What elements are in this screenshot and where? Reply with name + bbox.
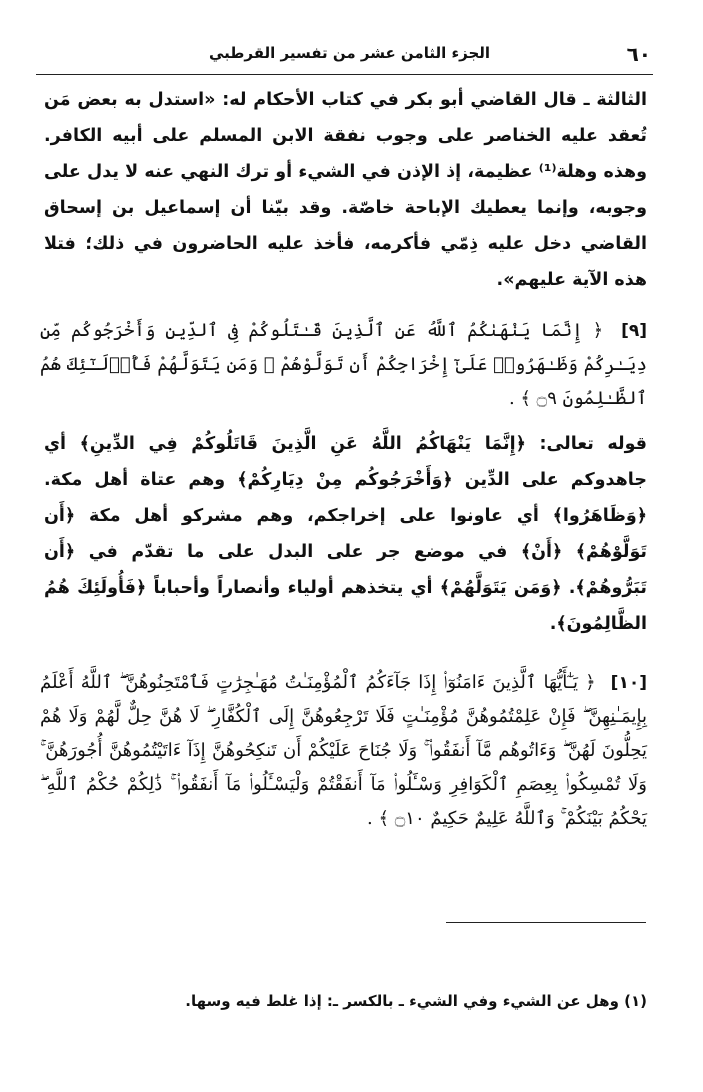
verse-number: [١٠] xyxy=(610,673,647,693)
page-number: ٦٠ xyxy=(626,42,651,66)
verse-10 xyxy=(40,666,647,829)
footnote-separator xyxy=(446,922,646,923)
verse-text: ﴿ إِنَّمَا يَنْهَىٰكُمُ ٱللَّهُ عَنِ ٱلَّذِينَ قَـٰتَلُوكُمْ فِى ٱلدِّينِ وَأَخْرَجُوكُم مِّن دِيَـٰرِكُمْ وَظَـٰهَرُوا۟ عَلَىٰٓ إِخْرَاجِكُمْ أَن تَوَلَّوْهُمْ ۚ وَمَن يَتَوَلَّهُمْ فَأُو۟لَـٰٓئِكَ هُمُ ٱلظَّـٰلِمُونَ ۝٩ ﴾ . xyxy=(40,320,647,409)
verse-number: [٩] xyxy=(621,321,648,341)
verse-9 xyxy=(40,314,648,409)
page-header xyxy=(38,40,661,70)
header-rule xyxy=(36,74,653,75)
commentary-paragraph-2: قوله تعالى: ﴿إِنَّمَا يَنْهَاكُمُ اللَّهُ عَنِ الَّذِينَ قَاتَلُوكُمْ فِي الدِّينِ﴾ أي جاهدوكم على الدِّين ﴿وَأَخْرَجُوكُم مِنْ دِيَارِكُمْ﴾ وهم عتاة أهل مكة. ﴿وَظَاهَرُوا﴾ أي عاونوا على إخراجكم، وهم مشركو أهل مكة ﴿أَن تَوَلَّوْهُمْ﴾ ﴿أَنْ﴾ في موضع جر على البدل على ما تقدّم في ﴿أَن تَبَرُّوهُمْ﴾. ﴿وَمَن يَتَوَلَّهُمْ﴾ أي يتخذهم أولياء وأنصاراً وأحباباً ﴿فَأُولَئِكَ هُمُ الظَّالِمُونَ﴾. xyxy=(44,434,647,634)
running-title: الجزء الثامن عشر من تفسير القرطبي xyxy=(208,44,491,62)
commentary-paragraph-1: الثالثة ـ قال القاضي أبو بكر في كتاب الأحكام له: «استدل به بعض مَن تُعقد عليه الخناصر على وجوب نفقة الابن المسلم على أبيه الكافر. وهذه وهلة⁽¹⁾ عظيمة، إذ الإذن في الشيء أو ترك النهي عنه لا يدل على وجوبه، وإنما يعطيك الإباحة خاصّة. وقد بيّنا أن إسماعيل بن إسحاق القاضي دخل عليه ذِمّي فأكرمه، فأخذ عليه الحاضرون في ذلك؛ فتلا هذه الآية عليهم». xyxy=(44,90,647,290)
verse-text: ﴿ يَـٰٓأَيُّهَا ٱلَّذِينَ ءَامَنُوٓا۟ إِذَا جَآءَكُمُ ٱلْمُؤْمِنَـٰتُ مُهَـٰجِرَٰتٍ فَٱمْتَحِنُوهُنَّ ۖ ٱللَّهُ أَعْلَمُ بِإِيمَـٰنِهِنَّ ۖ فَإِنْ عَلِمْتُمُوهُنَّ مُؤْمِنَـٰتٍ فَلَا تَرْجِعُوهُنَّ إِلَى ٱلْكُفَّارِ ۖ لَا هُنَّ حِلٌّ لَّهُمْ وَلَا هُمْ يَحِلُّونَ لَهُنَّ ۖ وَءَاتُوهُم مَّآ أَنفَقُوا۟ ۚ وَلَا جُنَاحَ عَلَيْكُمْ أَن تَنكِحُوهُنَّ إِذَآ ءَاتَيْتُمُوهُنَّ أُجُورَهُنَّ ۚ وَلَا تُمْسِكُوا۟ بِعِصَمِ ٱلْكَوَافِرِ وَسْـَٔلُوا۟ مَآ أَنفَقْتُمْ وَلْيَسْـَٔلُوا۟ مَآ أَنفَقُوا۟ ۚ ذَٰلِكُمْ حُكْمُ ٱللَّهِ ۖ يَحْكُمُ بَيْنَكُمْ ۚ وَٱللَّهُ عَلِيمٌ حَكِيمٌ ۝١٠ ﴾ . xyxy=(40,672,647,829)
footnote: (١) وهل عن الشيء وفي الشيء ـ بالكسر ـ: إذا غلط فيه وسها. xyxy=(185,992,647,1010)
